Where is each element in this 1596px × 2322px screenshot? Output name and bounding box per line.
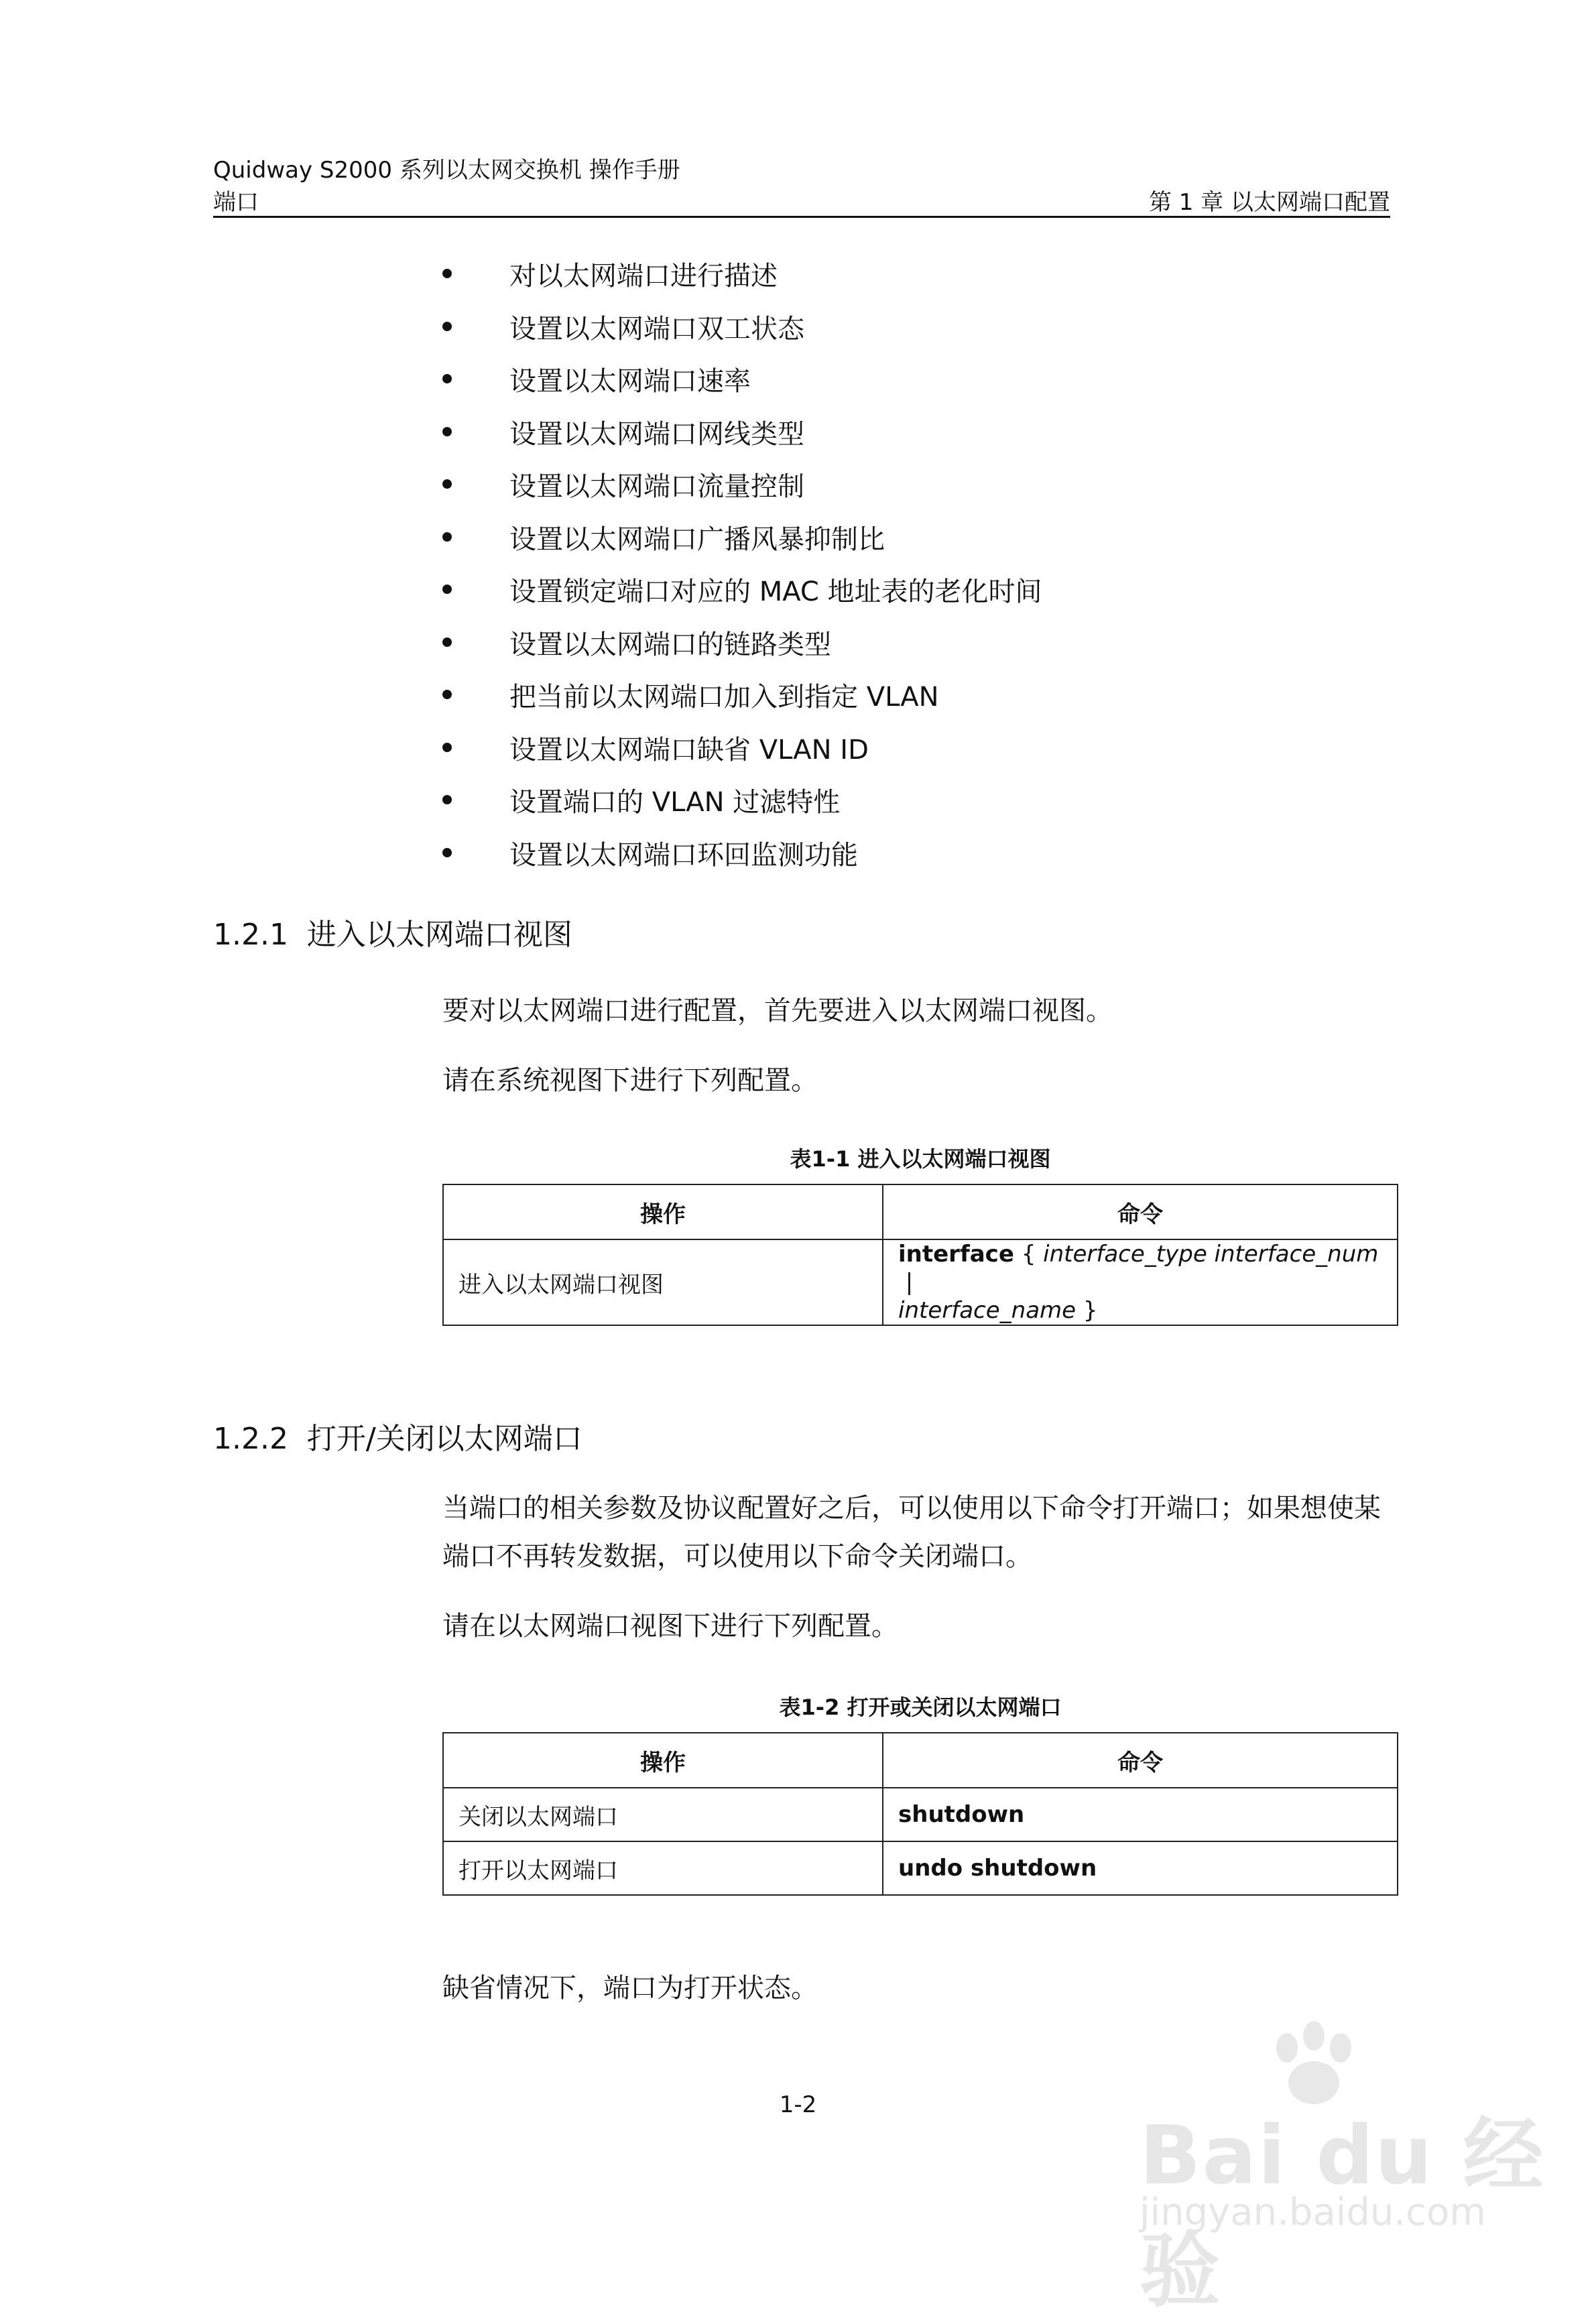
header-divider xyxy=(213,216,1390,218)
table-row xyxy=(443,1841,1398,1895)
list-item xyxy=(442,569,1042,609)
operation-cell: 打开以太网端口 xyxy=(443,1841,883,1895)
section2-view-paragraph: 请在以太网端口视图下进行下列配置。 xyxy=(442,1611,898,1642)
default-state-note: 缺省情况下，端口为打开状态。 xyxy=(442,1973,818,2004)
bullet-icon xyxy=(442,848,452,857)
list-item-text: 设置以太网端口网线类型 xyxy=(509,418,804,450)
bullet-icon xyxy=(442,532,452,542)
page-number: 1-2 xyxy=(779,2091,817,2118)
list-item xyxy=(442,412,804,452)
bullet-icon xyxy=(442,690,452,699)
list-item xyxy=(442,833,858,873)
table-1-2-caption: 表1-2 打开或关闭以太网端口 xyxy=(779,1695,1062,1720)
list-item xyxy=(442,253,778,294)
command-cell xyxy=(883,1239,1398,1325)
bullet-icon xyxy=(442,374,452,383)
table-1-1 xyxy=(442,1184,1398,1326)
table-header-row xyxy=(443,1733,1398,1788)
command-args-alt: interface_name xyxy=(898,1297,1077,1324)
header-chapter-title: 第 1 章 以太网端口配置 xyxy=(1148,189,1390,216)
list-item-text: 设置以太网端口的链路类型 xyxy=(509,629,831,660)
bullet-icon xyxy=(442,269,452,278)
table-header-row xyxy=(443,1184,1398,1239)
bullet-icon xyxy=(442,743,452,752)
section-heading-1-2-2: 1.2.2 打开/关闭以太网端口 xyxy=(213,1422,582,1456)
list-item xyxy=(442,780,840,820)
list-item xyxy=(442,727,869,768)
list-item xyxy=(442,464,804,504)
list-item-text: 设置以太网端口缺省 VLAN ID xyxy=(509,734,869,766)
command-cell xyxy=(883,1841,1398,1895)
section-heading-1-2-1: 1.2.1 进入以太网端口视图 xyxy=(213,918,572,952)
command-separator: | xyxy=(898,1269,914,1296)
command-keyword: shutdown xyxy=(898,1801,1025,1828)
watermark-url: jingyan.baidu.com xyxy=(1140,2191,1486,2234)
list-item xyxy=(442,306,804,347)
bullet-icon xyxy=(442,427,452,436)
bullet-icon xyxy=(442,322,452,331)
list-item-text: 设置端口的 VLAN 过滤特性 xyxy=(509,786,841,818)
list-item xyxy=(442,359,751,399)
section1-intro-paragraph: 要对以太网端口进行配置，首先要进入以太网端口视图。 xyxy=(442,995,1113,1026)
list-item-text: 设置以太网端口速率 xyxy=(509,365,751,397)
bullet-icon xyxy=(442,637,452,647)
column-header-command: 命令 xyxy=(883,1184,1398,1239)
command-brace-open: { xyxy=(1014,1241,1044,1268)
watermark-logo: Bai du 经验 xyxy=(1140,2110,1545,2318)
table-1-2 xyxy=(442,1732,1398,1896)
command-keyword: undo shutdown xyxy=(898,1855,1097,1882)
list-item-text: 设置以太网端口流量控制 xyxy=(509,471,804,502)
command-keyword: interface xyxy=(898,1241,1014,1268)
operation-cell: 关闭以太网端口 xyxy=(443,1788,883,1841)
list-item-text: 设置以太网端口环回监测功能 xyxy=(509,839,858,871)
list-item xyxy=(442,622,831,662)
list-item-text: 设置以太网端口双工状态 xyxy=(509,313,804,345)
command-cell xyxy=(883,1788,1398,1841)
table-row xyxy=(443,1788,1398,1841)
command-args: interface_type interface_num xyxy=(1043,1241,1379,1268)
header-product-title: Quidway S2000 系列以太网交换机 操作手册 xyxy=(213,157,680,184)
list-item-text: 对以太网端口进行描述 xyxy=(509,260,778,292)
list-item xyxy=(442,674,939,715)
table-1-1-caption: 表1-1 进入以太网端口视图 xyxy=(790,1146,1051,1172)
section1-view-paragraph: 请在系统视图下进行下列配置。 xyxy=(442,1065,818,1096)
bullet-icon xyxy=(442,795,452,804)
command-brace-close: } xyxy=(1076,1297,1098,1324)
bullet-icon xyxy=(442,479,452,489)
column-header-command: 命令 xyxy=(883,1733,1398,1788)
list-item xyxy=(442,517,885,557)
table-row xyxy=(443,1239,1398,1325)
bullet-icon xyxy=(442,585,452,594)
column-header-operation: 操作 xyxy=(443,1184,883,1239)
list-item-text: 把当前以太网端口加入到指定 VLAN xyxy=(509,681,939,713)
column-header-operation: 操作 xyxy=(443,1733,883,1788)
header-section-label: 端口 xyxy=(213,189,259,216)
operation-cell: 进入以太网端口视图 xyxy=(443,1239,883,1325)
section2-intro-paragraph: 当端口的相关参数及协议配置好之后，可以使用以下命令打开端口；如果想使某端口不再转发数据，可以使用以下命令关闭端口。 xyxy=(442,1493,1381,1572)
list-item-text: 设置以太网端口广播风暴抑制比 xyxy=(509,524,885,555)
list-item-text: 设置锁定端口对应的 MAC 地址表的老化时间 xyxy=(509,576,1042,607)
